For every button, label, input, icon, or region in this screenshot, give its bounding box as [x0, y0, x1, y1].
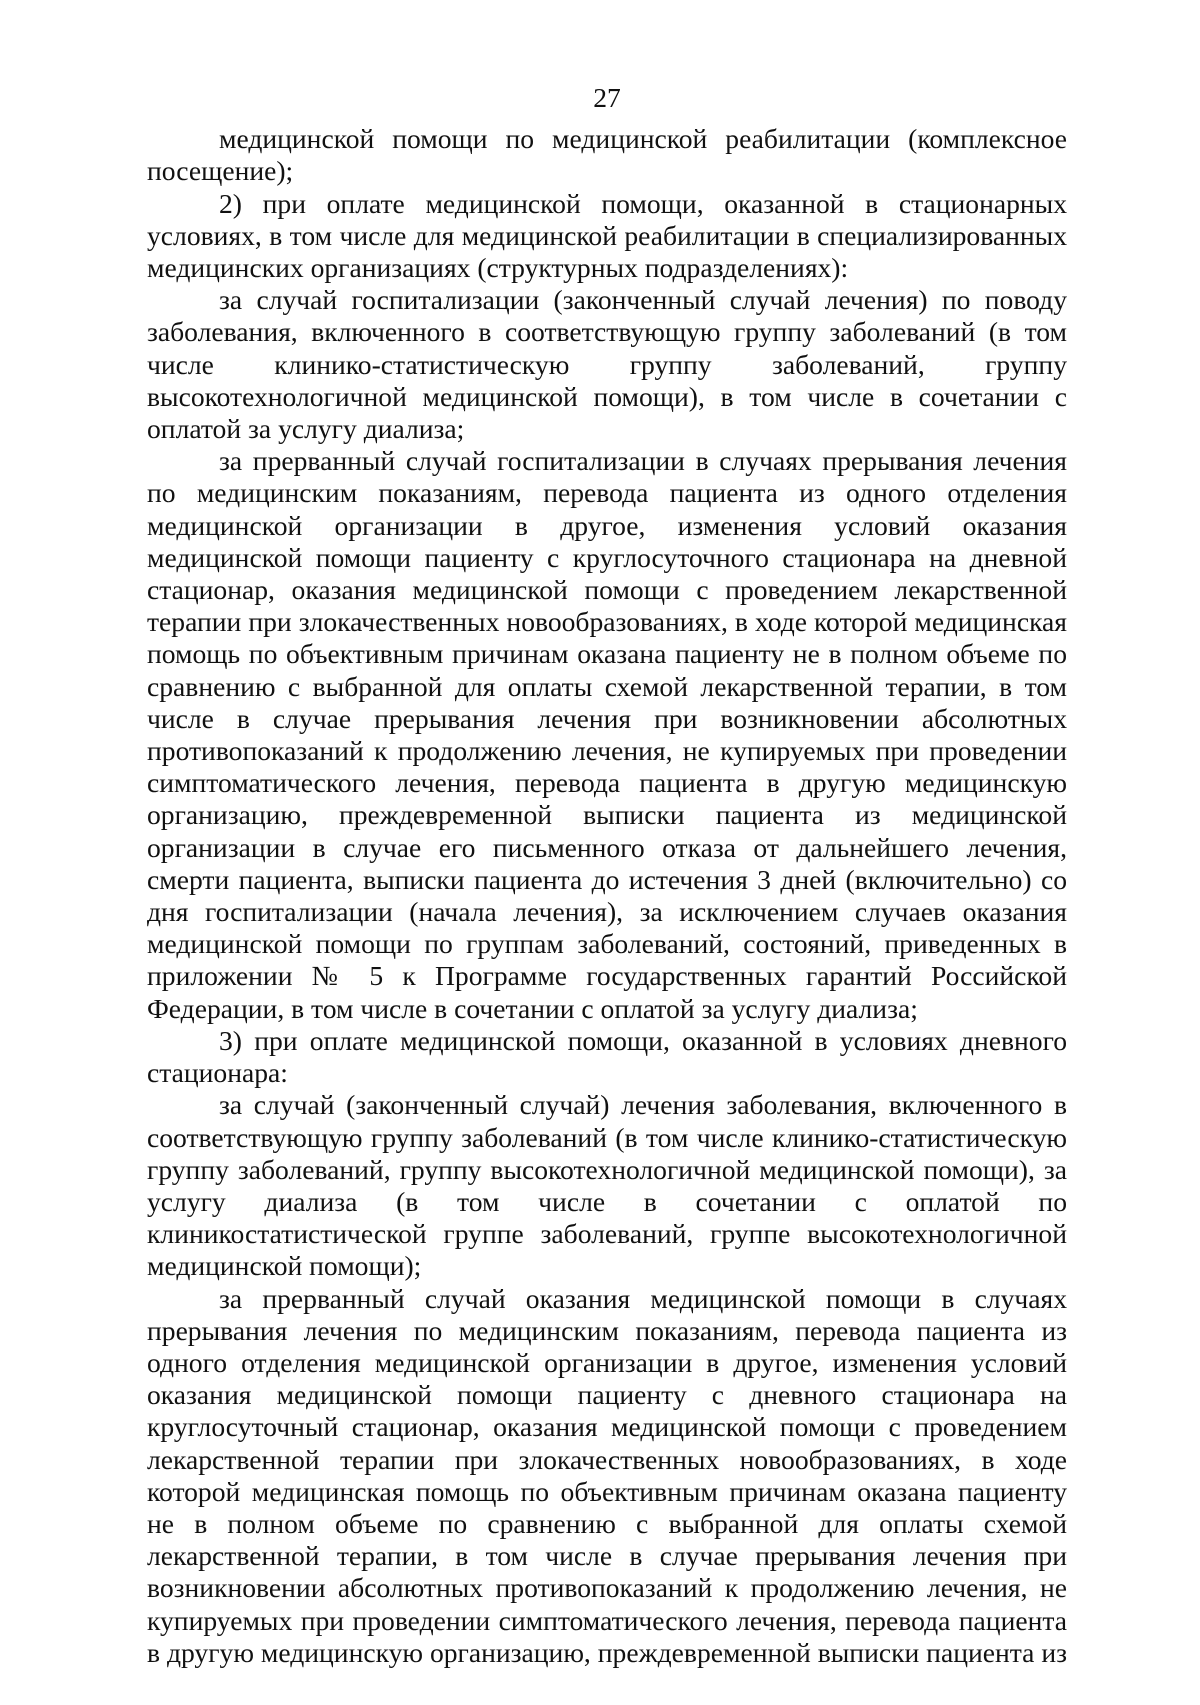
- paragraph-rehab-visit: медицинской помощи по медицинской реабилитации (комплексное посещение);: [147, 123, 1067, 187]
- paragraph-interrupted-day-hospital-case: за прерванный случай оказания медицинской помощи в случаях прерывания лечения по медицинским показаниям, перевода пациента из одного отделения медицинской организации в другое, изменения условий оказания медицинской помощи пациенту с дневного стационара на круглосуточный стационар, оказания медицинской помощи с проведением лекарственной терапии при злокачественных новообразованиях, в ходе которой медицинская помощь по объективным причинам оказана пациенту не в полном объеме по сравнению с выбранной для оплаты схемой лекарственной терапии, в том числе в случае прерывания лечения при возникновении абсолютных противопоказаний к продолжению лечения, не купируемых при проведении симптоматического лечения, перевода пациента в другую медицинскую организацию, преждевременной выписки пациента из: [147, 1282, 1067, 1668]
- paragraph-hospitalization-case: за случай госпитализации (законченный случай лечения) по поводу заболевания, включенного в соответствующую группу заболеваний (в том числе клинико-статистическую группу заболеваний, группу высокотехнологичной медицинской помощи), в том числе в сочетании с оплатой за услугу диализа;: [147, 284, 1067, 445]
- paragraph-inpatient-payment: 2) при оплате медицинской помощи, оказанной в стационарных условиях, в том числе для медицинской реабилитации в специализированных медицинских организациях (структурных подразделениях):: [147, 187, 1067, 284]
- paragraph-interrupted-hospitalization: за прерванный случай госпитализации в случаях прерывания лечения по медицинским показаниям, перевода пациента из одного отделения медицинской организации в другое, изменения условий оказания медицинской помощи пациенту с круглосуточного стационара на дневной стационар, оказания медицинской помощи с проведением лекарственной терапии при злокачественных новообразованиях, в ходе которой медицинская помощь по объективным причинам оказана пациенту не в полном объеме по сравнению с выбранной для оплаты схемой лекарственной терапии, в том числе в случае прерывания лечения при возникновении абсолютных противопоказаний к продолжению лечения, не купируемых при проведении симптоматического лечения, перевода пациента в другую медицинскую организацию, преждевременной выписки пациента из медицинской организации в случае его письменного отказа от дальнейшего лечения, смерти пациента, выписки пациента до истечения 3 дней (включительно) со дня госпитализации (начала лечения), за исключением случаев оказания медицинской помощи по группам заболеваний, состояний, приведенных в приложении № 5 к Программе государственных гарантий Российской Федерации, в том числе в сочетании с оплатой за услугу диализа;: [147, 445, 1067, 1024]
- paragraph-day-hospital-case: за случай (законченный случай) лечения заболевания, включенного в соответствующую группу заболеваний (в том числе клинико-статистическую группу заболеваний, группу высокотехнологичной медицинской помощи), за услугу диализа (в том числе в сочетании с оплатой по клиникостатистической группе заболеваний, группе высокотехнологичной медицинской помощи);: [147, 1089, 1067, 1282]
- page-number: 27: [593, 82, 621, 113]
- paragraph-day-hospital-payment: 3) при оплате медицинской помощи, оказанной в условиях дневного стационара:: [147, 1024, 1067, 1089]
- document-page: [147, 82, 1067, 1669]
